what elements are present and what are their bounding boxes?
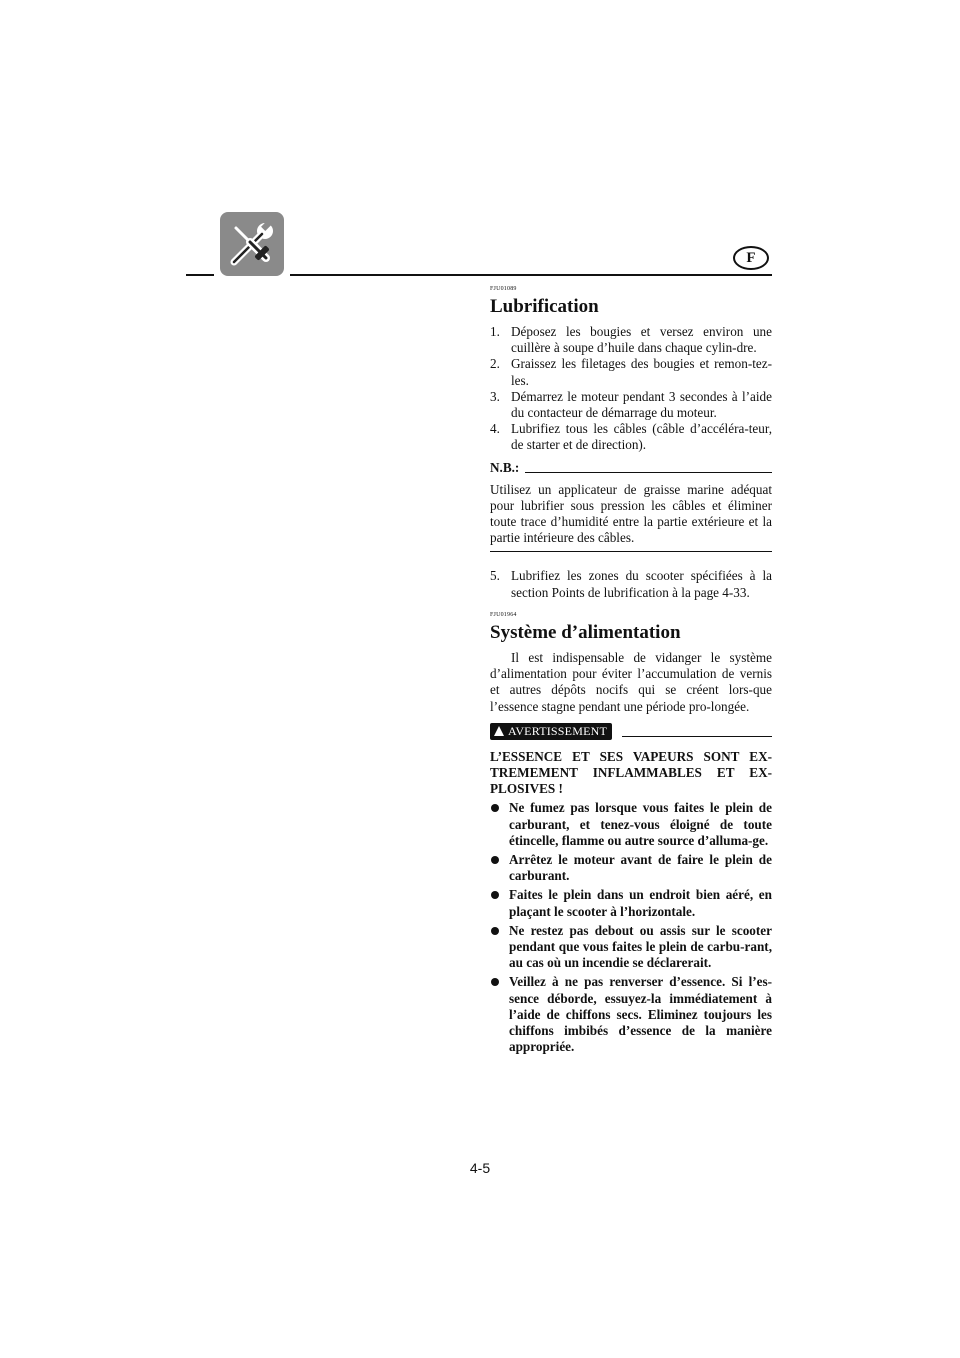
- intro-paragraph: Il est indispensable de vidanger le système d’alimentation pour éviter l’accumulation de vernis et autres dépôts nocifs qui se créent lors-que l’essence stagne pendant une période pro-longée.: [490, 650, 772, 714]
- warning-bullet: [490, 887, 772, 919]
- warning-body: [490, 749, 772, 1056]
- step-text: Lubrifiez les zones du scooter spécifiées à la section Points de lubrification à la page 4-33.: [511, 568, 772, 600]
- step-list-continued: [490, 568, 772, 600]
- warning-bullet: [490, 923, 772, 972]
- warning-heading: L’ESSENCE ET SES VAPEURS SONT EX-TREMEMENT INFLAMMABLES ET EX-PLOSIVES !: [490, 748, 772, 797]
- bullet-text: Veillez à ne pas renverser d’essence. Si l’es-sence déborde, essuyez-la immédiatement à l’aide de chiffons secs. Eliminez toujours les chiffons imbibés d’essence de la manière appropriée.: [509, 974, 772, 1055]
- step-text: Déposez les bougies et versez environ une cuillère à soupe d’huile dans chaque cylin-dre.: [511, 324, 772, 356]
- step-text: Lubrifiez tous les câbles (câble d’accéléra-teur, de starter et de direction).: [511, 421, 772, 453]
- step-item: [490, 568, 772, 600]
- step-item: [490, 421, 772, 453]
- step-number: 1.: [490, 324, 500, 339]
- section-title: Système d’alimentation: [490, 622, 681, 643]
- bullet-icon: [491, 927, 499, 935]
- step-number: 5.: [490, 568, 500, 584]
- page-number: 4-5: [469, 1160, 491, 1176]
- note-body: Utilisez un applicateur de graisse marine adéquat pour lubrifier sous pression les câbles et éliminer toute trace d’humidité entre la partie extérieure et la partie intérieure des câbles.: [490, 482, 772, 553]
- section-lubrification: [490, 286, 772, 601]
- step-item: [490, 389, 772, 421]
- step-item: [490, 324, 772, 356]
- warning-bullet: [490, 800, 772, 849]
- warning-badge: [490, 723, 612, 740]
- note-header: [490, 460, 772, 476]
- bullet-text: Ne restez pas debout ou assis sur le scooter pendant que vous faites le plein de carbu-rant, au cas où un incendie se déclarerait.: [509, 922, 772, 971]
- bullet-icon: [491, 891, 499, 899]
- section-code: FJU01964: [490, 612, 517, 618]
- warning-bullet: [490, 852, 772, 884]
- section-code: FJU01089: [490, 286, 517, 292]
- step-text: Graissez les filetages des bougies et remon-tez-les.: [511, 356, 772, 388]
- header-rule-left: [186, 274, 214, 276]
- step-number: 3.: [490, 388, 500, 404]
- warning-icon: [494, 726, 504, 736]
- step-number: 4.: [490, 421, 500, 437]
- language-badge: F: [733, 246, 769, 270]
- section-alimentation: [490, 612, 772, 1055]
- note-rule: [525, 472, 772, 473]
- note-label: N.B.:: [490, 459, 520, 475]
- step-number: 2.: [490, 356, 500, 372]
- bullet-icon: [491, 804, 499, 812]
- warning-bullet: [490, 974, 772, 1055]
- step-text: Démarrez le moteur pendant 3 secondes à l’aide du contacteur de démarrage du moteur.: [511, 388, 772, 421]
- bullet-icon: [491, 978, 499, 986]
- step-item: [490, 356, 772, 388]
- bullet-text: Faites le plein dans un endroit bien aéré, en plaçant le scooter à l’horizontale.: [509, 887, 772, 919]
- tools-icon: [220, 212, 284, 276]
- section-title: Lubrification: [490, 296, 599, 317]
- warning-label: AVERTISSEMENT: [508, 723, 607, 738]
- bullet-text: Ne fumez pas lorsque vous faites le plein de carburant, et tenez-vous éloigné de toute étincelle, flamme ou autre source d’alluma-ge.: [509, 800, 772, 848]
- bullet-icon: [491, 856, 499, 864]
- header-rule-right: [290, 274, 772, 276]
- step-list: [490, 324, 772, 454]
- warning-rule: [622, 736, 772, 737]
- bullet-text: Arrêtez le moteur avant de faire le plein de carburant.: [509, 852, 772, 884]
- warning-header: [490, 723, 772, 740]
